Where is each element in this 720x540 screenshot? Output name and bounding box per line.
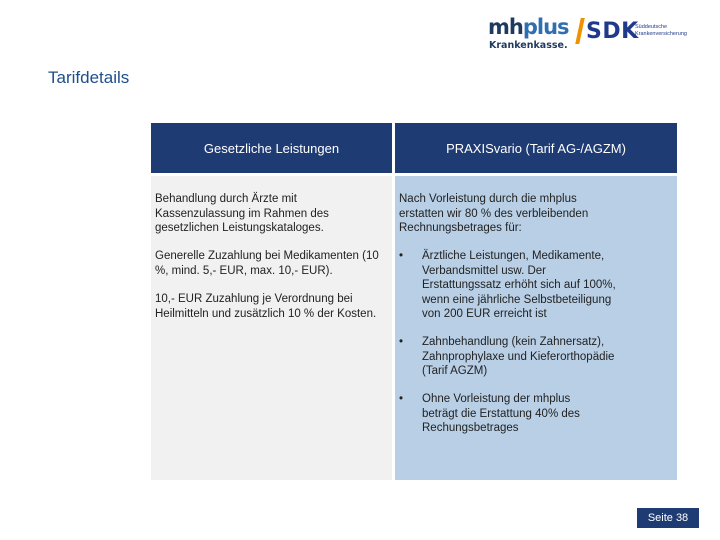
mhplus-wordmark: mhplus: [488, 15, 569, 39]
page-number-badge: [637, 508, 699, 528]
bullet-marker-2: •: [399, 336, 404, 348]
header-praxisvario: [395, 123, 677, 173]
bullet-item-3: Ohne Vorleistung der mhplus beträgt die Erstattung 40% des Rechungsbetrages: [422, 393, 580, 434]
sdk-subtitle: Süddeutsche Krankenversicherung: [635, 24, 687, 37]
left-paragraph-2: Generelle Zuzahlung bei Medikamenten (10 %, mind. 5,- EUR, max. 10,- EUR).: [155, 250, 379, 277]
header-left-label: Gesetzliche Leistungen: [203, 140, 340, 156]
left-paragraph-1: Behandlung durch Ärzte mit Kassenzulassung im Rahmen des gesetzlichen Leistungskataloges.: [155, 193, 329, 234]
bullet-item-1: Ärztliche Leistungen, Medikamente, Verbandsmittel usw. Der Erstattungssatz erhöht sich auf 100%, wenn eine jährliche Selbstbeteiligung von 200 EUR erreicht ist: [422, 250, 616, 320]
mhplus-subtitle: Krankenkasse.: [489, 40, 568, 51]
sdk-wordmark: SDK: [586, 19, 639, 44]
bullet-marker-3: •: [399, 393, 404, 405]
bullet-item-2: Zahnbehandlung (kein Zahnersatz), Zahnprophylaxe und Kieferorthopädie (Tarif AGZM): [422, 336, 615, 377]
right-intro: Nach Vorleistung durch die mhplus erstatten wir 80 % des verbleibenden Rechnungsbetrages für:: [399, 193, 589, 234]
sdk-accent-bar: [575, 18, 585, 44]
bullet-marker-1: •: [399, 250, 404, 262]
header-right-label: PRAXISvario (Tarif AG-/AGZM): [446, 140, 626, 156]
left-paragraph-3: 10,- EUR Zuzahlung je Verordnung bei Heilmitteln und zusätzlich 10 % der Kosten.: [155, 293, 377, 320]
slide-title: Tarifdetails: [48, 68, 130, 87]
mhplus-logo: [488, 14, 569, 54]
page-number-label: Seite 38: [647, 512, 689, 524]
header-gesetzliche-leistungen: [151, 123, 392, 173]
sdk-logo: [578, 16, 698, 52]
